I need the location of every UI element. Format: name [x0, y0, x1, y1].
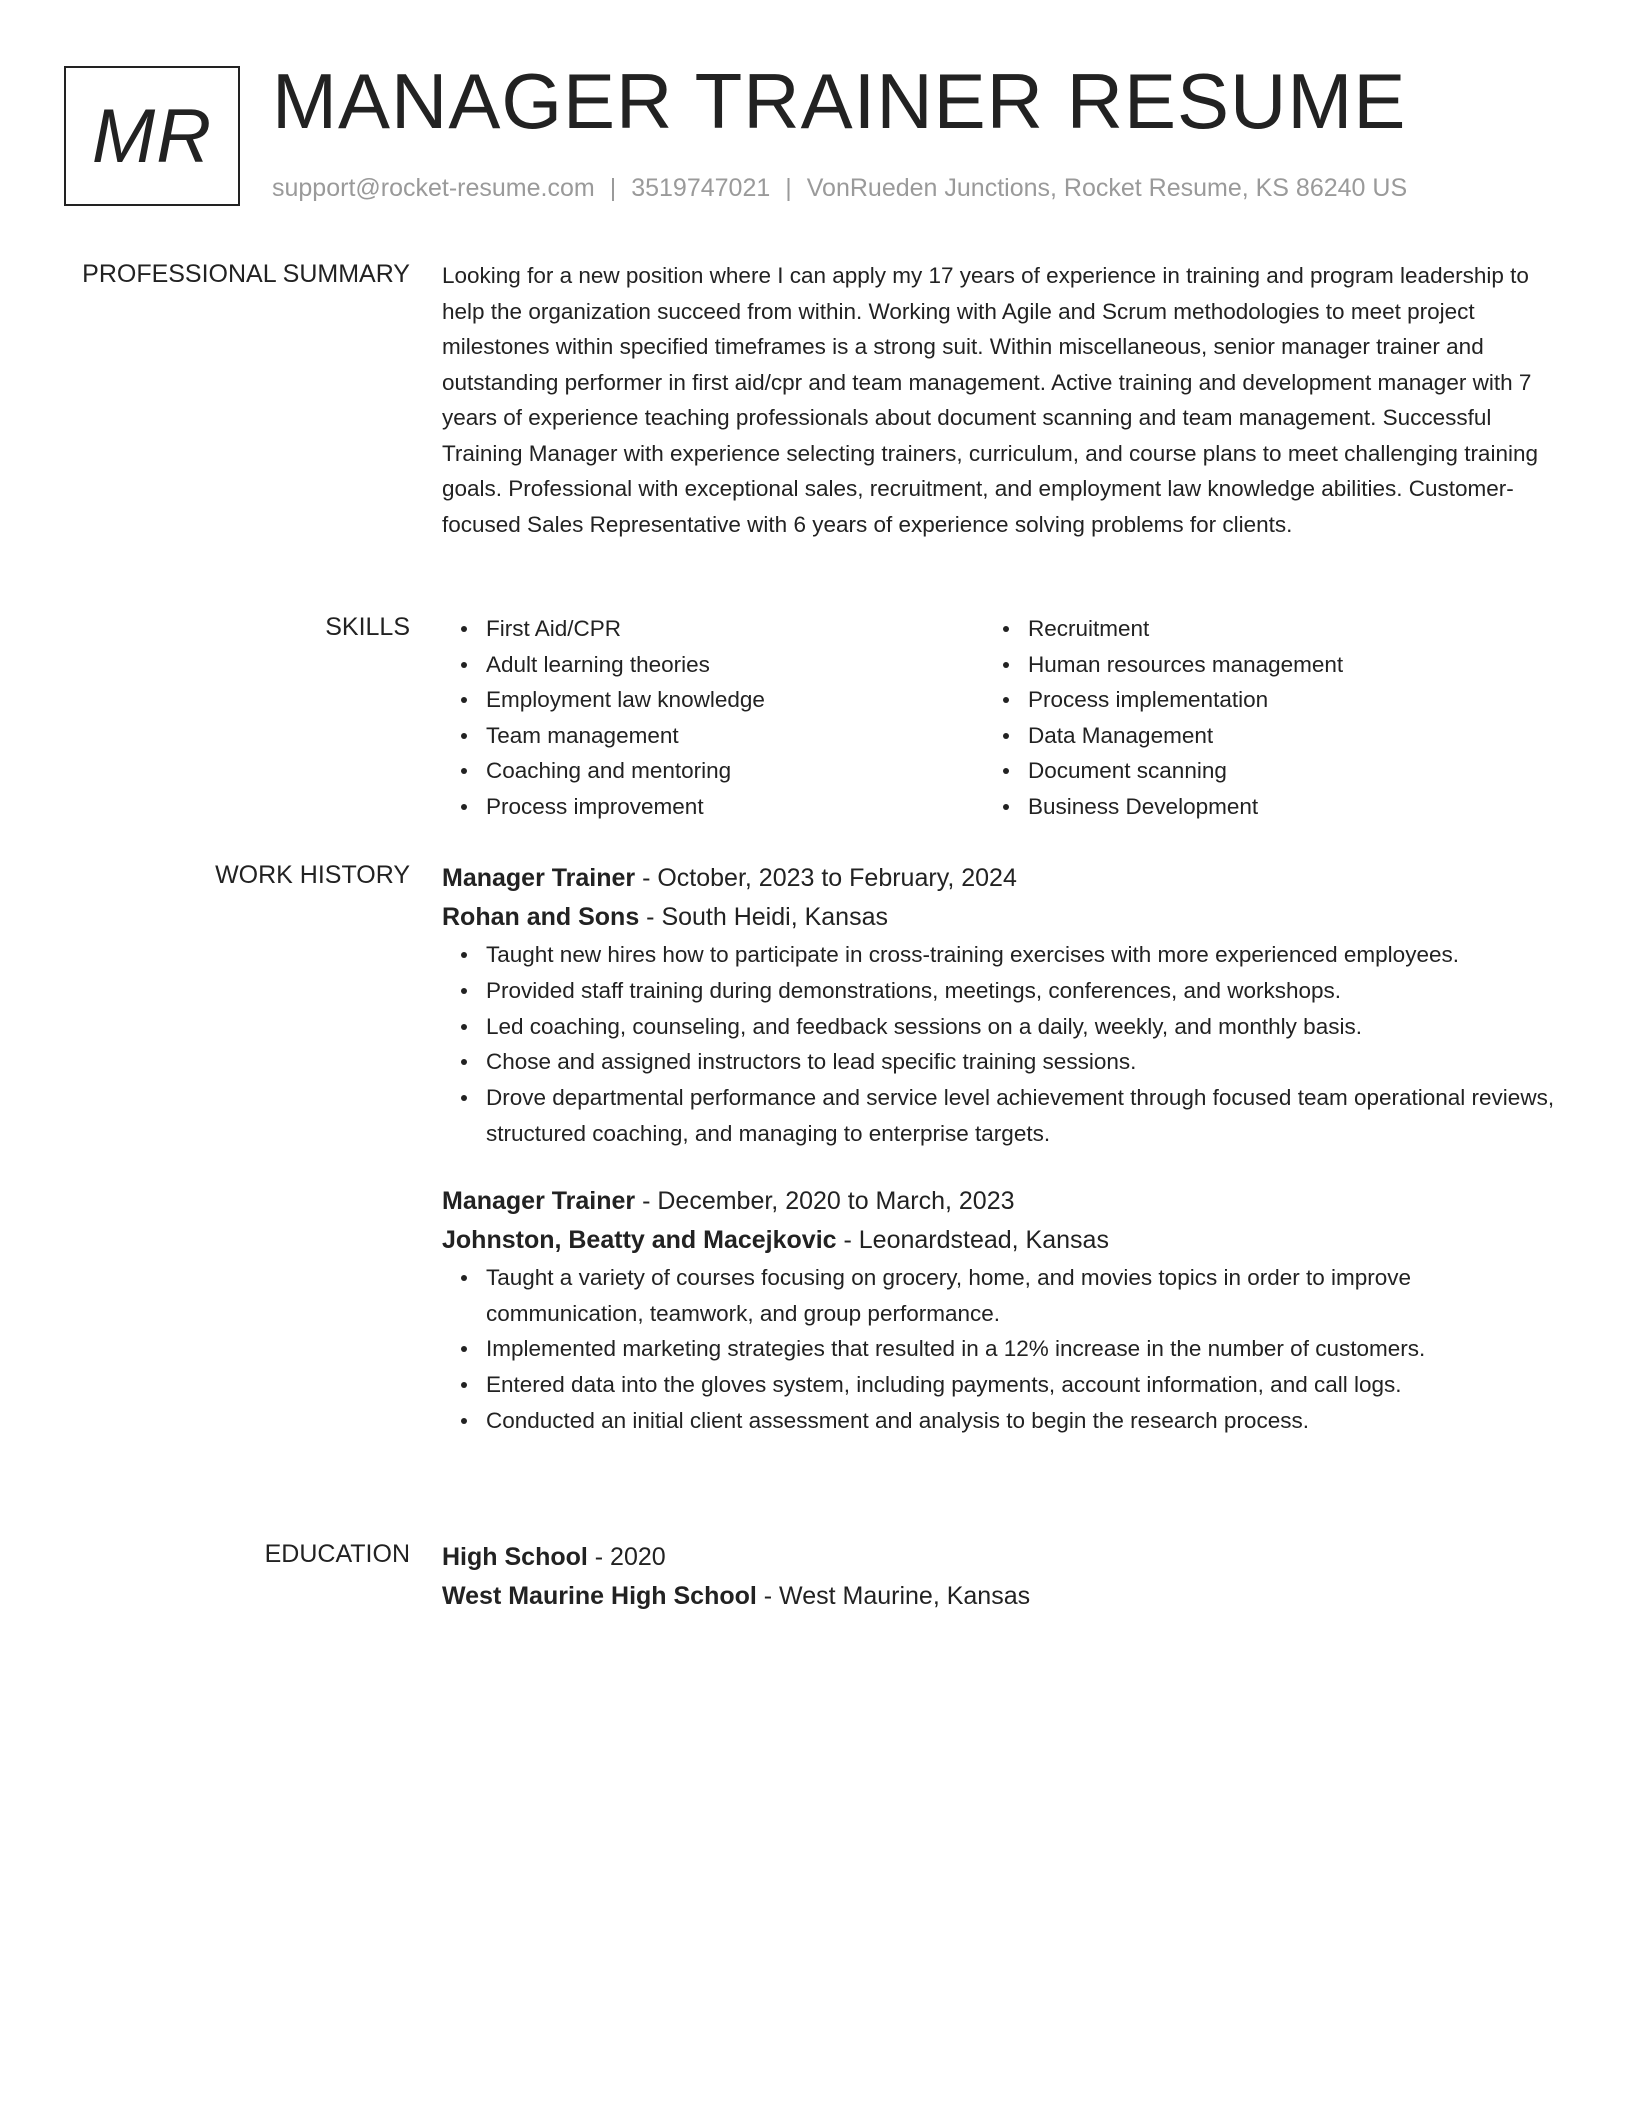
skill-item: Team management [486, 718, 984, 754]
summary-heading: PROFESSIONAL SUMMARY [82, 260, 410, 288]
education-school: West Maurine High School [442, 1582, 757, 1610]
job-dates: - December, 2020 to March, 2023 [635, 1186, 1015, 1215]
job-entry [442, 1182, 1560, 1439]
job-bullet: Taught a variety of courses focusing on grocery, home, and movies topics in order to improve communication, teamwork, and group performance. [486, 1260, 1560, 1332]
skills-list-right [984, 611, 1526, 824]
job-company-line [442, 1221, 1560, 1260]
skills-heading: SKILLS [325, 613, 410, 641]
skill-item: Employment law knowledge [486, 682, 984, 718]
contact-phone[interactable]: 3519747021 [631, 174, 771, 202]
job-entry [442, 859, 1560, 1152]
skill-item: Coaching and mentoring [486, 753, 984, 789]
resume-title: MANAGER TRAINER RESUME [272, 57, 1407, 145]
skill-item: Document scanning [1028, 753, 1526, 789]
skill-item: Process implementation [1028, 682, 1526, 718]
skill-item: Business Development [1028, 789, 1526, 825]
job-location: - Leonardstead, Kansas [836, 1225, 1109, 1254]
job-company: Rohan and Sons [442, 903, 640, 931]
skills-body [442, 611, 1560, 824]
job-bullet: Provided staff training during demonstrations, meetings, conferences, and workshops. [486, 973, 1560, 1009]
skill-item: First Aid/CPR [486, 611, 984, 647]
job-title: Manager Trainer [442, 864, 636, 892]
job-company-line [442, 898, 1560, 937]
work-history-heading: WORK HISTORY [215, 861, 410, 889]
summary-body [442, 258, 1560, 542]
job-title-line [442, 859, 1560, 898]
summary-text: Looking for a new position where I can apply my 17 years of experience in training and program leadership to help the organization succeed from within. Working with Agile and Scrum methodologies to meet project milestones within specified timeframes is a strong suit. Within miscellaneous, senior manager trainer and outstanding performer in first aid/cpr and team management. Active training and development manager with 7 years of experience teaching professionals about document scanning and team management. Successful Training Manager with experience selecting trainers, curriculum, and course plans to meet challenging training goals. Professional with exceptional sales, recruitment, and employment law knowledge abilities. Customer-focused Sales Representative with 6 years of experience solving problems for clients. [442, 263, 1538, 537]
monogram-logo: MR [64, 66, 240, 206]
job-location: - South Heidi, Kansas [639, 903, 888, 931]
education-degree-line [442, 1538, 1560, 1577]
contact-line [272, 172, 1407, 204]
education-heading: EDUCATION [264, 1540, 410, 1568]
job-title-line [442, 1182, 1560, 1221]
job-bullet: Chose and assigned instructors to lead specific training sessions. [486, 1044, 1560, 1080]
contact-email[interactable]: support@rocket-resume.com [272, 174, 595, 202]
job-bullet: Taught new hires how to participate in cross-training exercises with more experienced employees. [486, 937, 1560, 973]
skills-list-left [442, 611, 984, 824]
skill-item: Human resources management [1028, 647, 1526, 683]
skill-item: Recruitment [1028, 611, 1526, 647]
contact-separator: | [785, 174, 792, 202]
job-bullet: Led coaching, counseling, and feedback sessions on a daily, weekly, and monthly basis. [486, 1009, 1560, 1045]
education-body [442, 1538, 1560, 1616]
skill-item: Data Management [1028, 718, 1526, 754]
skills-columns [442, 611, 1542, 824]
contact-address: VonRueden Junctions, Rocket Resume, KS 86240 US [806, 174, 1408, 202]
job-bullets [442, 937, 1560, 1152]
education-school-line [442, 1577, 1560, 1616]
contact-separator: | [609, 174, 617, 202]
job-bullet: Drove departmental performance and service level achievement through focused team operational reviews, structured coaching, and managing to enterprise targets. [486, 1080, 1560, 1152]
job-bullets [442, 1260, 1560, 1439]
job-dates: - October, 2023 to February, 2024 [635, 864, 1017, 892]
work-history-body [442, 859, 1560, 1439]
skill-item: Adult learning theories [486, 647, 984, 683]
job-company: Johnston, Beatty and Macejkovic [442, 1225, 837, 1254]
job-bullet: Entered data into the gloves system, including payments, account information, and call logs. [486, 1367, 1560, 1403]
education-location: - West Maurine, Kansas [756, 1582, 1031, 1610]
education-degree: High School [442, 1543, 588, 1571]
job-title: Manager Trainer [442, 1186, 636, 1215]
skill-item: Process improvement [486, 789, 984, 825]
job-bullet: Conducted an initial client assessment and analysis to begin the research process. [486, 1403, 1560, 1439]
education-year: - 2020 [587, 1543, 666, 1571]
job-bullet: Implemented marketing strategies that resulted in a 12% increase in the number of customers. [486, 1331, 1560, 1367]
